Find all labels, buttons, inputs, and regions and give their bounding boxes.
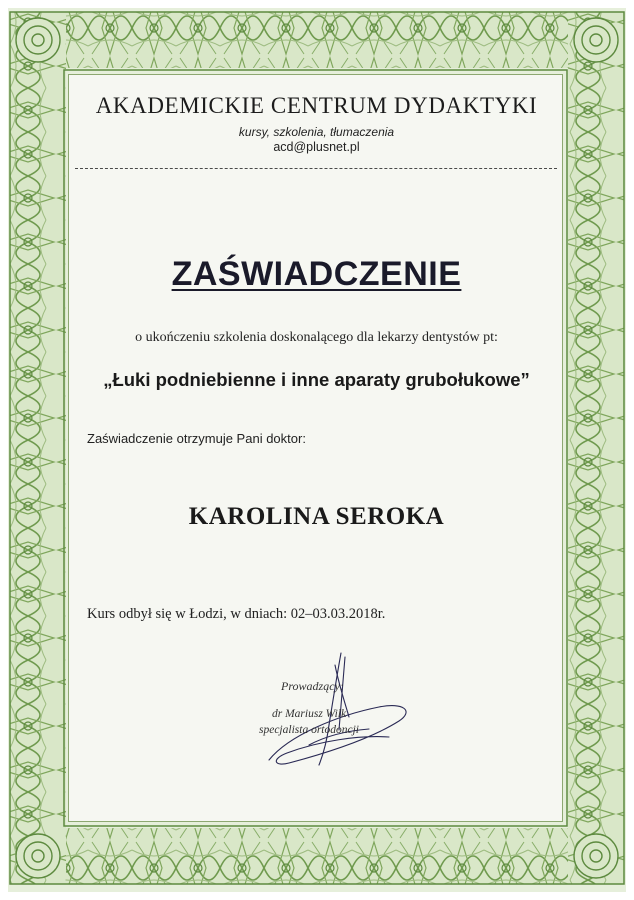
recipient-label: Zaświadczenie otrzymuje Pani doktor:	[87, 431, 306, 446]
course-title: „Łuki podniebienne i inne aparaty grubołukowe”	[103, 369, 530, 390]
certificate-body	[68, 74, 563, 822]
signatory-name: dr Mariusz Wilk	[272, 708, 347, 720]
certificate-intro: o ukończeniu szkolenia doskonalącego dla lekarzy dentystów pt:	[135, 330, 498, 345]
recipient-name: KAROLINA SEROKA	[188, 503, 445, 530]
certificate-title	[69, 255, 564, 294]
signatory-role: specjalista ortodoncji	[259, 724, 359, 736]
organization-name: AKADEMICKIE CENTRUM DYDAKTYKI	[95, 93, 538, 118]
organization-email: acd@plusnet.pl	[273, 140, 360, 154]
header-divider	[75, 168, 557, 169]
signatory-label: Prowadzący:	[281, 679, 344, 693]
organization-services: kursy, szkolenia, tłumaczenia	[238, 125, 395, 139]
course-info: Kurs odbył się w Łodzi, w dniach: 02–03.03.2018r.	[87, 606, 386, 622]
certificate-title-text: ZAŚWIADCZENIE	[171, 255, 462, 293]
